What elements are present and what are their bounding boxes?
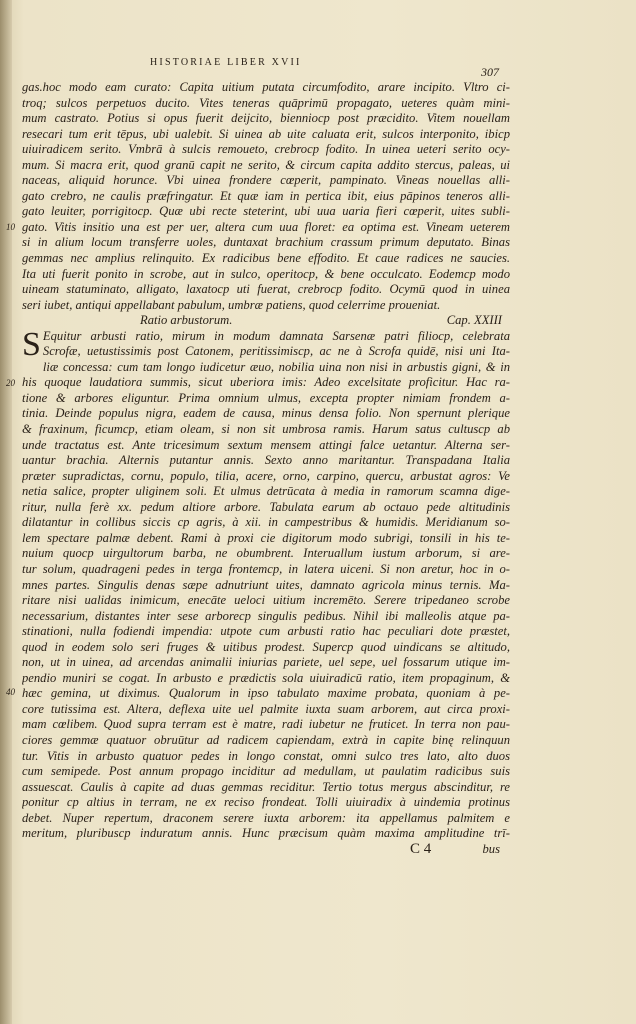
text-line: core tutissima est. Altera, deflexa uite uel palmite iuxta suam arborem, aut circa proxi-	[22, 701, 510, 716]
chapter-heading	[22, 313, 510, 329]
text-line: gas.hoc modo eam curato: Capita uitium putata circumfodito, arare incipito. Vltro ci-	[22, 80, 510, 94]
page-footer	[22, 842, 510, 858]
text-line: lem spectare palmæ debent. Rami à proxi cie digitorum modo subrigi, tonsili in his te-	[22, 530, 510, 545]
margin-number: 20	[6, 378, 15, 388]
text-line: seri iubet, antiqui appellabant pabulum, umbræ patiens, quod celerrime proueniat.	[22, 297, 441, 312]
text-line: stinationi, nulla fodiendi impendia: utpote cum arbusti ratio hac peculiari dote præstet,	[22, 624, 510, 639]
text-line: uantur brachia. Alternis putantur annis. Sexto anno maritantur. Transpadana Italia	[22, 453, 510, 468]
text-line: gemmas nec amplius relinquito. Ex radicibus bene effodito. Et caue radices ne saucies.	[22, 251, 510, 266]
text-line: Scrofæ, uetustissimis post Catonem, peritissimiscp, ac ne à Scrofa quidē, nisi uni Ita-	[42, 344, 510, 359]
text-line: gato crebro, ne caulis præfringatur. Et quæ iam in pertica ibit, eius pāpinos teneros alli-	[22, 188, 510, 203]
text-line: hæc gemina, ut diximus. Qualorum in ipso tabulato maxime probata, quoniam à pe-	[22, 686, 510, 701]
text-line: unde tractatus est. Ante tricesimum sextum mensem attingi falce uetantur. Alterna ser-	[22, 437, 510, 452]
text-line: cum semipede. Post annum propago inciditur ad medullam, ut paulatim radicibus suis	[22, 764, 510, 779]
text-line: si in alium locum transferre uoles, duntaxat brachium crassum primum deputato. Binas	[22, 235, 510, 250]
catchword: bus	[482, 841, 500, 856]
text-line: troq; sulcos perpetuos ducito. Vites teneras quāprimū propagato, ueteres quàm mini-	[22, 95, 510, 110]
text-line: assuescat. Caulis à capite ad duas gemmas reciditur. Tertio totus mergus abscinditur, re	[22, 779, 510, 794]
text-line: gato. Vitis insitio una est per uer, altera cum uua floret: ea optima est. Vineam ueterem	[22, 219, 510, 234]
text-line: dilatantur in collibus siccis cp agris, à xii. in campestribus & humidis. Meridianum so-	[22, 515, 510, 530]
signature-mark: C 4	[410, 841, 432, 857]
text-line: mum castrato. Potius si opus fuerit deijcito, bienniocp post præcidito. Vitem nouellam	[22, 111, 510, 126]
text-line: meritum, pluribuscp induratum annis. Hunc præcisum quàm maxima amplitudine trī-	[22, 826, 510, 841]
running-head: HISTORIAE LIBER XVII	[150, 57, 302, 68]
text-block	[22, 80, 510, 857]
text-line: & fraxinum, ficumcp, etiam oleam, si non sit umbrosa ramis. Harum satus cultuscp ab	[22, 422, 510, 437]
page-gutter	[0, 0, 12, 1024]
chapter-title: Ratio arbustorum.	[140, 313, 233, 328]
text-line: quod in eodem solo seri fruges & uitibus prodest. Supercp quod uindicans se altitudo,	[22, 639, 510, 654]
text-line: netia salice, propter uliginem soli. Et ulmus detrūcata à media in ramorum scamna dige-	[22, 484, 510, 499]
text-line: nuium quocp uirgultorum barba, ne obumbrent. Interuallum iustum arborum, si are-	[22, 546, 510, 561]
text-line: non, ut in uinea, ad arcendas animalii iniurias pariete, uel sepe, uel fossarum utique im-	[22, 655, 510, 670]
text-line: ritare nisi ualidas inimicum, enecāte ueloci uitium incremēto. Serere tripedaneo scrobe	[22, 593, 510, 608]
margin-number: 40	[6, 687, 15, 697]
text-line: ciores gemmæ quatuor obruūtur ad radicem capiendam, extrà in capite binę relinquun	[22, 732, 510, 747]
text-line: his quoque laudatiora summis, sicut uberiora imis: Adeo excelsitate proficitur. Hac ra-	[22, 375, 510, 390]
text-line: resecari tum erit tēpus, ubi ualebit. Si uinea ab uite caluata erit, sulcos interponito, ibicp	[22, 126, 510, 141]
chapter-number: Cap. XXIII	[446, 313, 502, 328]
text-line: ponitur cp altius in terram, ne ex reciso frondeat. Tolli uiuiradix à uindemia protinus	[22, 795, 510, 810]
text-line: naceas, aliquid horunce. Vbi uinea frondere cœperit, pampinato. Vineas nouellas alli-	[22, 173, 510, 188]
section-vineyard-care	[22, 80, 510, 313]
drop-capital: S	[22, 325, 41, 363]
text-line: uineam statuminato, alligato, laxatocp uti fuerat, crebrocp fodito. Ocymū quod in uinea	[22, 282, 510, 297]
text-line: liæ concessa: cum tam longo iudicetur æuo, nobilia uina non nisi in arbustis gigni, & in	[42, 359, 510, 374]
section-arbustum	[22, 325, 510, 842]
text-line: tur solum, quadrageni pedes in terga frontemcp, in latera uiceni. Si non aretur, hoc in o-	[22, 561, 510, 576]
page-number: 307	[481, 65, 499, 79]
text-line: debet. Nuper repertum, draconem serere iuxta arborem: ita appellamus palmitem e	[22, 810, 510, 825]
text-line: tione & arbores eliguntur. Prima omnium ulmus, excepta propter nimiam frondem a-	[22, 390, 510, 405]
text-line: Ita uti fuerit ponito in scrobe, aut in sulco, operitocp, & bene occulcato. Eodemcp modo	[22, 266, 510, 281]
text-line: tinia. Deinde populus nigra, eadem de causa, minus densa folio. Non spernunt plerique	[22, 406, 510, 421]
text-line: mam cœlibem. Quod supra terram est è matre, radi iubetur ne fruticet. In terra non pau-	[22, 717, 510, 732]
section-arbustum-body	[22, 360, 510, 842]
margin-number: 10	[6, 222, 15, 232]
text-line: pendio muniri se cogat. In arbusto e prædictis sola uiuiradicū ratio, item propaginum, &	[22, 670, 510, 685]
text-line: mum. Si macra erit, quod granū capit ne serito, & circum capita addito stercus, paleas, ui	[22, 157, 510, 172]
text-line: Equitur arbusti ratio, mirum in modum damnata Sarsenæ patri filiocp, celebrata	[42, 328, 510, 343]
text-line: gato leuiter, porrigitocp. Quæ ubi recte steterint, ubi uua uaria fieri cœperit, uites subli-	[22, 204, 510, 219]
text-line: mnes partes. Singulis denas sæpe adnutriunt uites, damnato agricola minus ternis. Ma-	[22, 577, 510, 592]
text-line: necessarium, distantes inter sese arborecp singulis pedibus. Nihil ibi malleolis atque pa-	[22, 608, 510, 623]
text-line: ritur, nulla ferè xx. pedum altiore arbore. Tabulata earum ab octauo pede altitudinis	[22, 499, 510, 514]
text-line: tur. Vitis in arbusto quatuor pedes in longo constat, omni sulco tres lato, alto duos	[22, 748, 510, 763]
text-line: præter supradictas, cornu, populo, tilia, acere, orno, carpino, quercu, arbustat agros: Ve	[22, 468, 510, 483]
text-line: uiuiradicem serito. Vmbrā à sulcis remoueto, crebrocp fodito. In uinea ueteri serito ocy-	[22, 142, 510, 157]
